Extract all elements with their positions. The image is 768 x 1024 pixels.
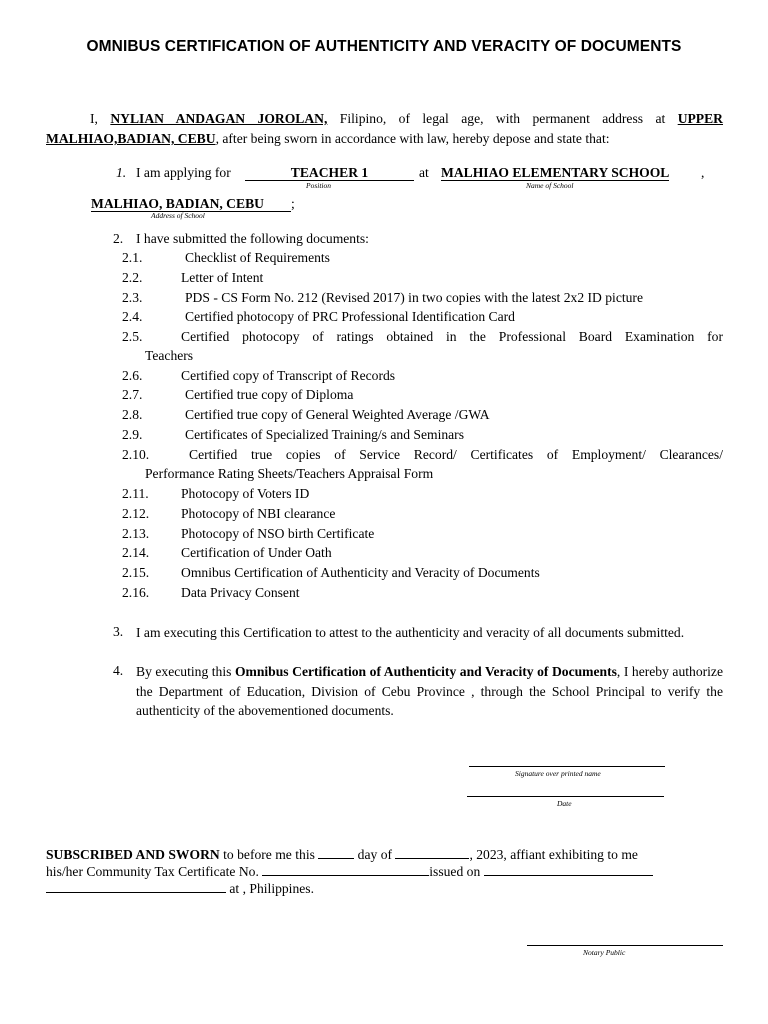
item1-semicolon: ;	[291, 196, 295, 211]
doc-number: 2.16.	[122, 585, 150, 600]
item4-text	[136, 662, 723, 721]
school-field	[441, 164, 669, 181]
doc-text: Letter of Intent	[181, 270, 264, 285]
notary-line	[527, 945, 723, 946]
doc-number: 2.5.	[122, 329, 143, 344]
doc-text: Photocopy of NBI clearance	[181, 506, 336, 521]
position-field	[245, 164, 414, 181]
doc-number: 2.14.	[122, 545, 150, 560]
doc-text: Certification of Under Oath	[181, 545, 332, 560]
doc-text: Certified true copy of General Weighted Average /GWA	[185, 407, 490, 422]
school-caption: Name of School	[526, 181, 574, 190]
intro-prefix: I,	[90, 111, 111, 126]
item1-number: 1.	[116, 165, 127, 180]
jurat-text4: his/her Community Tax Certificate No.	[46, 864, 263, 879]
item1-prefix: I am applying for	[136, 165, 231, 180]
item4-prefix: By executing this	[136, 664, 235, 679]
item2-number: 2.	[113, 231, 124, 246]
jurat-text6: at , Philippines.	[226, 881, 314, 896]
doc-number: 2.11.	[122, 486, 149, 501]
position-caption: Position	[306, 181, 332, 190]
affiant-address: UPPER MALHIAO,BADIAN, CEBU	[46, 111, 723, 146]
item1-at: at	[419, 165, 429, 180]
item4-number: 4.	[113, 663, 124, 678]
doc-text: Omnibus Certification of Authenticity and Veracity of Documents	[181, 565, 540, 580]
jurat-line-3	[46, 879, 314, 898]
doc-text: Certified photocopy of PRC Professional Identification Card	[185, 309, 515, 324]
doc-text: Certified photocopy of ratings obtained in the Professional Board Examination for	[181, 329, 723, 344]
doc-text: Certified true copy of Diploma	[185, 387, 354, 402]
issued-date-blank	[484, 862, 653, 876]
item4-bold: Omnibus Certification of Authenticity and Veracity of Documents	[234, 664, 617, 679]
date-line	[467, 796, 664, 797]
doc-text: Certified true copies of Service Record/ Certificates of Employment/ Clearances/	[189, 447, 723, 462]
jurat-bold: SUBSCRIBED AND SWORN	[46, 847, 220, 862]
day-blank	[318, 845, 354, 859]
doc-text: Checklist of Requirements	[185, 250, 330, 265]
doc-text: Certificates of Specialized Training/s and Seminars	[185, 427, 464, 442]
intro-paragraph	[46, 109, 723, 149]
address-caption: Address of School	[151, 211, 205, 220]
signature-line	[469, 766, 665, 767]
doc-number: 2.7.	[122, 387, 143, 402]
doc-number: 2.8.	[122, 407, 143, 422]
signature-caption: Signature over printed name	[515, 769, 601, 778]
item1-comma: ,	[701, 165, 705, 180]
doc-number: 2.10.	[122, 447, 150, 462]
doc-number: 2.3.	[122, 290, 143, 305]
item2-text: I have submitted the following documents:	[136, 231, 369, 246]
doc-number: 2.2.	[122, 270, 143, 285]
intro-suffix: , after being sworn in accordance with law, hereby depose and state that:	[215, 131, 610, 146]
doc-number: 2.1.	[122, 250, 143, 265]
doc-text-continued: Teachers	[145, 348, 194, 363]
doc-text: Data Privacy Consent	[181, 585, 300, 600]
doc-number: 2.15.	[122, 565, 150, 580]
doc-text: Photocopy of Voters ID	[181, 486, 310, 501]
date-caption: Date	[557, 799, 572, 808]
jurat-text3: , 2023, affiant exhibiting to me	[469, 847, 638, 862]
document-title: OMNIBUS CERTIFICATION OF AUTHENTICITY AND VERACITY OF DOCUMENTS	[86, 38, 682, 55]
doc-number: 2.9.	[122, 427, 143, 442]
intro-mid: Filipino, of legal age, with permanent address at	[327, 111, 678, 126]
jurat-text1: to before me this	[219, 847, 319, 862]
doc-text: Certified copy of Transcript of Records	[181, 368, 396, 383]
doc-number: 2.4.	[122, 309, 143, 324]
doc-text: Photocopy of NSO birth Certificate	[181, 526, 375, 541]
item3-number: 3.	[113, 624, 124, 639]
affiant-name: NYLIAN ANDAGAN JOROLAN,	[110, 111, 328, 126]
school-address-value: MALHIAO, BADIAN, CEBU	[91, 196, 264, 211]
item3-text: I am executing this Certification to attest to the authenticity and veracity of all documents submitted.	[136, 625, 685, 640]
month-blank	[395, 845, 469, 859]
jurat-text5: issued on	[429, 864, 484, 879]
school-value: MALHIAO ELEMENTARY SCHOOL	[441, 165, 670, 180]
doc-number: 2.6.	[122, 368, 143, 383]
position-value: TEACHER 1	[290, 165, 369, 180]
doc-number: 2.12.	[122, 506, 150, 521]
school-address-field	[91, 195, 291, 212]
issued-place-blank	[46, 879, 226, 893]
doc-text-continued: Performance Rating Sheets/Teachers Appraisal Form	[145, 466, 434, 481]
notary-caption: Notary Public	[583, 948, 626, 957]
item4-suffix: , I hereby authorize the Department of Education, Division of Cebu Province , through the School Principal to verify the authenticity of the abovementioned documents.	[136, 664, 723, 718]
jurat-text2: day of	[354, 847, 396, 862]
ctc-number-blank	[262, 862, 429, 876]
doc-text: PDS - CS Form No. 212 (Revised 2017) in two copies with the latest 2x2 ID picture	[185, 290, 643, 305]
doc-number: 2.13.	[122, 526, 150, 541]
